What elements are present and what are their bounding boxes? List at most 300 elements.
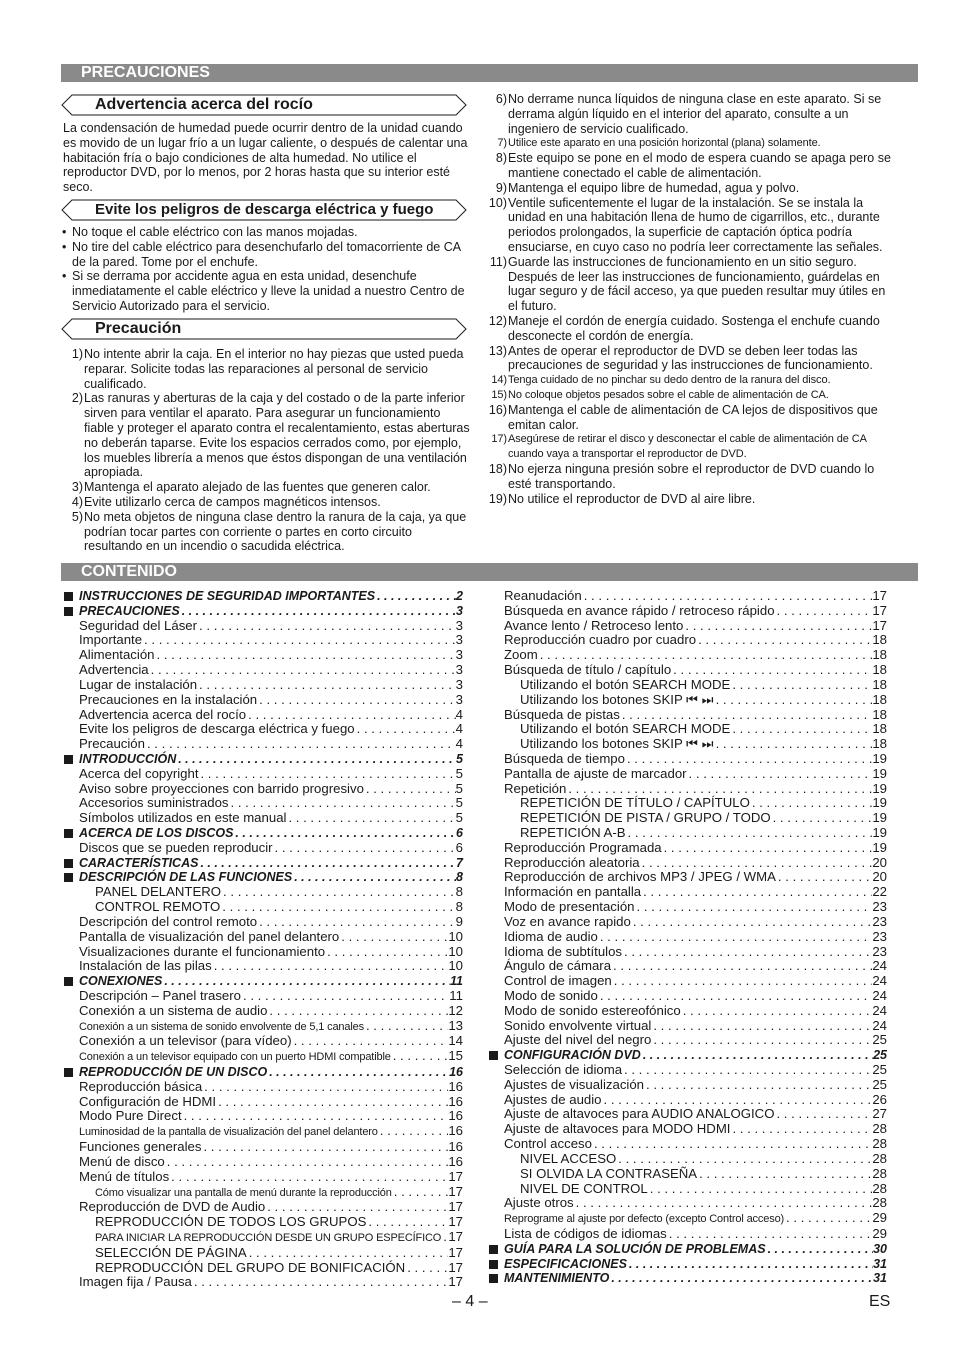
toc-leader bbox=[145, 737, 456, 752]
toc-leader bbox=[198, 767, 455, 782]
toc-leader bbox=[355, 722, 456, 737]
toc-entry[interactable] bbox=[61, 708, 463, 723]
toc-entry-title: Reproducción Programada bbox=[504, 839, 662, 855]
toc-entry-page: 11 bbox=[449, 987, 463, 1003]
toc-entry-title: Funciones generales bbox=[79, 1139, 202, 1155]
toc-entry[interactable] bbox=[486, 1004, 887, 1019]
toc-entry[interactable] bbox=[486, 826, 887, 841]
toc-entry[interactable] bbox=[61, 885, 463, 900]
toc-entry-title: Búsqueda de pistas bbox=[504, 706, 620, 722]
toc-entry-title: Ajuste otros bbox=[504, 1195, 574, 1211]
toc-entry-page: 25 bbox=[872, 1062, 887, 1077]
toc-entry-page: 19 bbox=[872, 765, 887, 781]
list-item bbox=[486, 151, 894, 181]
toc-entry[interactable] bbox=[61, 856, 463, 871]
toc-entry-title: PANEL DELANTERO bbox=[95, 884, 222, 900]
toc-entry[interactable] bbox=[61, 1065, 463, 1080]
toc-entry[interactable] bbox=[61, 870, 463, 885]
toc-entry-page: 9 bbox=[455, 913, 463, 929]
toc-entry[interactable] bbox=[486, 767, 887, 782]
descarga-title: Evite los peligros de descarga eléctrica y fuego bbox=[95, 201, 434, 218]
toc-entry-page: 19 bbox=[872, 780, 887, 796]
item-text: Mantenga el equipo libre de humedad, agua y polvo. bbox=[508, 180, 800, 195]
toc-entry[interactable] bbox=[61, 782, 463, 797]
toc-leader bbox=[714, 737, 873, 752]
toc-entry[interactable] bbox=[61, 1140, 463, 1155]
item-text: Las ranuras y aberturas de la caja y del costado o de la parte inferior sirven para ventilar el aparato. Para asegurar un funcionamiento fiable y proteger el aparato contra el recalentamiento, estas aberturas no deberán taparse. Evite los espacios cerrados como, por ejemplo, los muebles librería a menos que éstos dispongan de una ventilación apropiada. bbox=[84, 391, 470, 480]
toc-entry[interactable] bbox=[61, 663, 463, 678]
toc-entry[interactable] bbox=[486, 811, 887, 826]
toc-entry[interactable] bbox=[61, 959, 463, 974]
toc-entry-page: 24 bbox=[872, 958, 887, 974]
toc-entry[interactable] bbox=[61, 1124, 463, 1140]
toc-entry-page: 5 bbox=[456, 751, 463, 766]
toc-entry-page: 16 bbox=[448, 1139, 463, 1155]
item-text: Evite utilizarlo cerca de campos magnéticos intensos. bbox=[84, 494, 381, 509]
item-number: 18) bbox=[488, 461, 507, 476]
toc-entry[interactable] bbox=[61, 826, 463, 841]
toc-entry-page: 10 bbox=[448, 943, 463, 959]
toc-entry-title: Precauciones en la instalación bbox=[79, 691, 258, 707]
language-code: ES bbox=[869, 1293, 891, 1310]
toc-entry[interactable] bbox=[486, 619, 887, 634]
toc-entry-title: CONEXIONES bbox=[79, 974, 163, 989]
toc-leader bbox=[566, 782, 872, 797]
toc-entry[interactable] bbox=[61, 1200, 463, 1215]
toc-leader bbox=[775, 604, 873, 619]
toc-entry-page: 17 bbox=[448, 1214, 463, 1230]
item-text: No coloque objetos pesados sobre el cable de alimentación de CA. bbox=[508, 388, 829, 401]
toc-entry[interactable] bbox=[486, 648, 887, 663]
toc-entry-title: Reprograme al ajuste por defecto (excepto Control acceso) bbox=[504, 1213, 785, 1226]
toc-leader bbox=[366, 1215, 448, 1230]
item-text: Maneje el cordón de energía cuidado. Sostenga el enchufe cuando desconecte el cordón de energía. bbox=[508, 313, 880, 343]
toc-entry-page: 25 bbox=[872, 1032, 887, 1048]
list-item bbox=[62, 347, 472, 391]
toc-entry-title: Cómo visualizar una pantalla de menú durante la reproducción bbox=[95, 1186, 392, 1199]
toc-entry-page: 3 bbox=[455, 691, 463, 707]
toc-entry-page: 27 bbox=[872, 1106, 887, 1122]
toc-entry[interactable] bbox=[61, 604, 463, 619]
toc-entry-title: SELECCIÓN DE PÁGINA bbox=[95, 1244, 247, 1260]
toc-entry-title: NIVEL DE CONTROL bbox=[520, 1180, 648, 1196]
item-number: 11) bbox=[489, 254, 507, 269]
toc-entry-title: Luminosidad de la pantalla de visualización del panel delantero bbox=[79, 1126, 378, 1139]
toc-entry[interactable] bbox=[486, 841, 887, 856]
toc-entry[interactable] bbox=[486, 1182, 887, 1197]
toc-entry[interactable] bbox=[486, 1227, 887, 1242]
toc-entry[interactable] bbox=[486, 1242, 887, 1257]
toc-leader bbox=[774, 1107, 872, 1122]
toc-entry-page: 29 bbox=[872, 1210, 887, 1226]
toc-leader bbox=[180, 604, 456, 619]
toc-entry-title: CONFIGURACIÓN DVD bbox=[504, 1048, 641, 1063]
toc-entry[interactable] bbox=[486, 722, 887, 737]
toc-entry[interactable] bbox=[486, 796, 887, 811]
toc-entry-title: Lugar de instalación bbox=[79, 676, 198, 692]
toc-entry-title: Reproducción de archivos MP3 / JPEG / WMA bbox=[504, 869, 776, 885]
toc-entry-title: Zoom bbox=[504, 647, 538, 663]
item-number: 9) bbox=[495, 180, 507, 195]
toc-entry-page: 26 bbox=[872, 1091, 887, 1107]
toc-entry-page: 17 bbox=[448, 1259, 463, 1275]
toc-entry-title: Advertencia acerca del rocío bbox=[79, 706, 247, 722]
toc-leader bbox=[644, 1078, 872, 1093]
toc-entry[interactable] bbox=[61, 1215, 463, 1230]
toc-entry[interactable] bbox=[486, 708, 887, 723]
toc-leader bbox=[626, 826, 873, 841]
toc-leader bbox=[622, 1063, 872, 1078]
toc-entry[interactable] bbox=[61, 900, 463, 915]
toc-entry-page: 16 bbox=[448, 1153, 463, 1169]
toc-leader bbox=[750, 796, 872, 811]
toc-leader bbox=[776, 870, 872, 885]
toc-entry[interactable] bbox=[486, 974, 887, 989]
toc-entry-title: Seguridad del Láser bbox=[79, 617, 198, 633]
toc-entry-page: 18 bbox=[872, 721, 887, 737]
toc-leader bbox=[246, 708, 456, 723]
toc-leader bbox=[198, 856, 456, 871]
toc-entry[interactable] bbox=[486, 1196, 887, 1211]
list-item bbox=[486, 344, 894, 374]
toc-entry-page: 10 bbox=[448, 958, 463, 974]
toc-entry[interactable] bbox=[61, 1170, 463, 1185]
toc-entry-page: 28 bbox=[872, 1180, 887, 1196]
toc-leader bbox=[641, 1048, 873, 1063]
list-item bbox=[486, 255, 894, 314]
toc-entry[interactable] bbox=[486, 1122, 887, 1137]
toc-entry-page: 24 bbox=[872, 987, 887, 1003]
toc-entry[interactable] bbox=[486, 945, 887, 960]
toc-leader bbox=[325, 945, 448, 960]
item-text: Este equipo se pone en el modo de espera cuando se apaga pero se mantiene conectado el cable de alimentación. bbox=[508, 151, 891, 180]
toc-entry-title: NIVEL ACCESO bbox=[520, 1150, 617, 1166]
toc-entry-title: Pantalla de ajuste de marcador bbox=[504, 765, 687, 781]
toc-leader bbox=[687, 767, 873, 782]
toc-entry[interactable] bbox=[61, 693, 463, 708]
toc-entry-title: Modo de sonido estereofónico bbox=[504, 1002, 681, 1018]
toc-leader bbox=[766, 1242, 874, 1257]
toc-entry-page: 16 bbox=[448, 1078, 463, 1094]
toc-entry-title: Acerca del copyright bbox=[79, 765, 199, 781]
item-text: No intente abrir la caja. En el interior no hay piezas que usted pueda reparar. Solicite todas las reparaciones al personal de servicio cualificado. bbox=[84, 347, 464, 391]
toc-entry-page: 10 bbox=[448, 928, 463, 944]
toc-entry-page: 5 bbox=[455, 810, 463, 826]
toc-entry[interactable] bbox=[486, 856, 887, 871]
toc-entry-title: Repetición bbox=[504, 780, 567, 796]
item-text: Guarde las instrucciones de funcionamiento en un sitio seguro. Después de leer las instrucciones de funcionamiento, guárdelas en lugar seguro y de fácil acceso, ya que pueden resultar muy útiles en el futuro. bbox=[508, 254, 886, 314]
toc-entry[interactable] bbox=[486, 930, 887, 945]
toc-entry[interactable] bbox=[61, 633, 463, 648]
toc-entry-page: 3 bbox=[455, 676, 463, 692]
toc-entry-title: REPRODUCCIÓN DEL GRUPO DE BONIFICACIÓN bbox=[95, 1259, 406, 1275]
toc-entry[interactable] bbox=[486, 900, 887, 915]
toc-entry-page: 22 bbox=[872, 884, 887, 900]
list-item bbox=[486, 388, 894, 403]
toc-entry-page: 17 bbox=[448, 1183, 463, 1199]
toc-leader bbox=[391, 1049, 449, 1064]
toc-entry-title: INTRODUCCIÓN bbox=[79, 751, 177, 766]
toc-leader bbox=[651, 1019, 872, 1034]
item-text: No derrame nunca líquidos de ninguna clase en este aparato. Si se derrama algún líquido en el interior del aparato, consulte a un ingeniero de servicio cualificado. bbox=[508, 92, 882, 136]
toc-entry-page: 23 bbox=[872, 943, 887, 959]
toc-entry-page: 18 bbox=[872, 736, 887, 752]
toc-entry[interactable] bbox=[486, 1271, 887, 1286]
item-text: Mantenga el cable de alimentación de CA lejos de dispositivos que emitan calor. bbox=[508, 402, 878, 432]
toc-entry[interactable] bbox=[61, 752, 463, 767]
toc-leader bbox=[267, 1065, 449, 1080]
toc-entry[interactable] bbox=[486, 1048, 887, 1063]
toc-leader bbox=[229, 796, 456, 811]
toc-entry[interactable] bbox=[486, 989, 887, 1004]
toc-leader bbox=[611, 959, 872, 974]
toc-entry-page: 5 bbox=[455, 780, 463, 796]
toc-entry[interactable] bbox=[486, 678, 887, 693]
rocio-heading bbox=[61, 94, 467, 116]
toc-entry-title: Búsqueda de título / capítulo bbox=[504, 662, 672, 678]
toc-entry[interactable] bbox=[61, 930, 463, 945]
toc-entry[interactable] bbox=[486, 604, 887, 619]
toc-entry-title: Reproducción básica bbox=[79, 1078, 203, 1094]
toc-leader bbox=[662, 841, 873, 856]
list-item bbox=[486, 181, 894, 196]
toc-entry-title: Utilizando los botones SKIP ⏮ ⏭ bbox=[520, 691, 714, 707]
list-item bbox=[486, 196, 894, 255]
toc-entry-page: 6 bbox=[455, 839, 463, 855]
toc-leader bbox=[730, 1122, 872, 1137]
toc-leader bbox=[392, 1185, 449, 1200]
list-item bbox=[486, 373, 894, 388]
toc-leader bbox=[339, 930, 448, 945]
toc-entry-page: 17 bbox=[872, 617, 887, 633]
toc-entry-title: Menú de disco bbox=[79, 1153, 165, 1169]
list-item bbox=[486, 432, 894, 462]
toc-entry-title: Utilizando el botón SEARCH MODE bbox=[520, 721, 731, 737]
toc-entry[interactable] bbox=[61, 1109, 463, 1124]
toc-entry-title: GUÍA PARA LA SOLUCIÓN DE PROBLEMAS bbox=[504, 1241, 766, 1256]
toc-entry[interactable] bbox=[486, 1063, 887, 1078]
toc-entry[interactable] bbox=[61, 1049, 463, 1065]
toc-leader bbox=[257, 693, 456, 708]
toc-entry[interactable] bbox=[486, 915, 887, 930]
toc-leader bbox=[609, 1271, 873, 1286]
toc-entry-title: Accesorios suministrados bbox=[79, 795, 229, 811]
toc-entry-page: 28 bbox=[872, 1136, 887, 1152]
toc-entry[interactable] bbox=[61, 737, 463, 752]
toc-entry-title: Control de imagen bbox=[504, 973, 612, 989]
toc-entry[interactable] bbox=[486, 1257, 887, 1272]
toc-entry[interactable] bbox=[61, 1095, 463, 1110]
toc-entry-page: 17 bbox=[448, 1274, 463, 1290]
toc-entry-title: MANTENIMIENTO bbox=[504, 1271, 610, 1286]
toc-entry[interactable] bbox=[486, 1019, 887, 1034]
toc-entry[interactable] bbox=[486, 1093, 887, 1108]
toc-entry[interactable] bbox=[486, 1152, 887, 1167]
toc-entry-title: SI OLVIDA LA CONTRASEÑA bbox=[520, 1165, 698, 1181]
toc-leader bbox=[635, 900, 873, 915]
toc-entry-title: Alimentación bbox=[79, 647, 155, 663]
item-text: Tenga cuidado de no pinchar su dedo dentro de la ranura del disco. bbox=[508, 374, 831, 387]
toc-right bbox=[486, 589, 887, 1286]
list-item bbox=[62, 391, 472, 480]
toc-entry-page: 16 bbox=[448, 1108, 463, 1124]
toc-entry-page: 29 bbox=[872, 1225, 887, 1241]
toc-leader bbox=[155, 648, 456, 663]
toc-entry-page: 19 bbox=[872, 795, 887, 811]
toc-entry[interactable] bbox=[486, 633, 887, 648]
toc-entry[interactable] bbox=[61, 1185, 463, 1201]
toc-leader bbox=[681, 1004, 873, 1019]
toc-entry[interactable] bbox=[61, 648, 463, 663]
toc-entry[interactable] bbox=[486, 1107, 887, 1122]
toc-entry-page: 28 bbox=[872, 1150, 887, 1166]
list-item bbox=[486, 92, 894, 136]
toc-entry-title: Aviso sobre proyecciones con barrido progresivo bbox=[79, 780, 364, 796]
toc-entry-title: Reproducción cuadro por cuadro bbox=[504, 632, 697, 648]
item-text: No utilice el reproductor de DVD al aire libre. bbox=[508, 491, 756, 506]
toc-leader bbox=[598, 930, 872, 945]
toc-leader bbox=[730, 722, 872, 737]
toc-leader bbox=[233, 826, 456, 841]
toc-entry[interactable] bbox=[61, 1275, 463, 1290]
toc-entry[interactable] bbox=[486, 693, 887, 708]
toc-entry-page: 3 bbox=[455, 662, 463, 678]
toc-entry[interactable] bbox=[61, 1230, 463, 1246]
toc-leader bbox=[602, 1093, 873, 1108]
toc-entry-title: Conexión a un sistema de audio bbox=[79, 1002, 268, 1018]
toc-entry-title: PARA INICIAR LA REPRODUCCIÓN DESDE UN GRUPO ESPECÍFICO bbox=[95, 1231, 442, 1244]
toc-entry-page: 13 bbox=[448, 1017, 463, 1033]
list-item bbox=[62, 480, 472, 495]
toc-entry[interactable] bbox=[486, 1033, 887, 1048]
toc-entry[interactable] bbox=[486, 1167, 887, 1182]
toc-leader bbox=[257, 915, 456, 930]
toc-entry-title: REPRODUCCIÓN DE TODOS LOS GRUPOS bbox=[95, 1214, 367, 1230]
list-item bbox=[486, 462, 894, 492]
item-number: 16) bbox=[488, 402, 507, 417]
toc-entry[interactable] bbox=[61, 796, 463, 811]
toc-entry-title: Ajuste de altavoces para AUDIO ANALOGICO bbox=[504, 1106, 775, 1122]
toc-entry-title: Ángulo de cámara bbox=[504, 958, 612, 974]
toc-entry-page: 17 bbox=[872, 602, 887, 618]
toc-entry-title: Reanudación bbox=[504, 588, 582, 603]
toc-entry[interactable] bbox=[61, 945, 463, 960]
toc-entry-title: Reproducción de DVD de Audio bbox=[79, 1199, 266, 1215]
toc-entry[interactable] bbox=[61, 1080, 463, 1095]
toc-entry-page: 19 bbox=[872, 825, 887, 840]
item-number: 6) bbox=[495, 92, 507, 106]
toc-entry-page: 17 bbox=[448, 1228, 463, 1244]
toc-entry[interactable] bbox=[61, 1019, 463, 1035]
toc-entry-page: 23 bbox=[872, 899, 887, 915]
toc-entry[interactable] bbox=[486, 885, 887, 900]
toc-entry[interactable] bbox=[61, 974, 463, 989]
toc-entry-title: Modo de sonido bbox=[504, 987, 598, 1003]
toc-leader bbox=[667, 1227, 873, 1242]
toc-entry-title: Reproducción aleatoria bbox=[504, 854, 640, 870]
toc-leader bbox=[574, 1196, 873, 1211]
toc-leader bbox=[149, 663, 456, 678]
toc-entry-page: 17 bbox=[448, 1199, 463, 1215]
toc-entry-page: 19 bbox=[872, 810, 887, 826]
toc-entry-page: 28 bbox=[872, 1195, 887, 1211]
toc-entry[interactable] bbox=[486, 737, 887, 752]
toc-entry-page: 3 bbox=[455, 632, 463, 648]
toc-entry-page: 12 bbox=[448, 1002, 463, 1018]
contenido-header: CONTENIDO bbox=[61, 563, 918, 581]
toc-leader bbox=[201, 1140, 448, 1155]
toc-entry-page: 23 bbox=[872, 913, 887, 929]
toc-entry-title: Avance lento / Retroceso lento bbox=[504, 617, 684, 633]
toc-entry-title: ESPECIFICACIONES bbox=[504, 1256, 627, 1271]
toc-leader bbox=[165, 1155, 449, 1170]
toc-leader bbox=[441, 1230, 448, 1245]
toc-entry-title: Conexión a un televisor equipado con un puerto HDMI compatible bbox=[79, 1051, 391, 1064]
toc-entry[interactable] bbox=[486, 1211, 887, 1227]
toc-entry[interactable] bbox=[486, 959, 887, 974]
toc-entry[interactable] bbox=[61, 1004, 463, 1019]
toc-entry[interactable] bbox=[61, 811, 463, 826]
toc-entry[interactable] bbox=[61, 589, 463, 604]
toc-entry[interactable] bbox=[61, 915, 463, 930]
toc-leader bbox=[538, 648, 873, 663]
toc-entry[interactable] bbox=[61, 619, 463, 634]
toc-entry-page: 14 bbox=[448, 1033, 463, 1049]
toc-entry[interactable] bbox=[61, 989, 463, 1004]
page-number: – 4 – bbox=[452, 1293, 488, 1310]
toc-entry[interactable] bbox=[486, 663, 887, 678]
toc-entry[interactable] bbox=[61, 767, 463, 782]
toc-entry[interactable] bbox=[61, 678, 463, 693]
toc-entry-page: 6 bbox=[456, 826, 463, 840]
toc-entry[interactable] bbox=[486, 782, 887, 797]
toc-entry[interactable] bbox=[61, 722, 463, 737]
toc-entry[interactable] bbox=[61, 1261, 463, 1276]
rocio-text: La condensación de humedad puede ocurrir dentro de la unidad cuando es movido de un lugar frío a un lugar caliente, o después de calentar una habitación fría o bajo condiciones de alta humedad. No utilice el reproductor DVD, por lo menos, por 2 horas hasta que su interior esté seco. bbox=[63, 121, 468, 195]
list-item bbox=[62, 510, 472, 554]
toc-entry[interactable] bbox=[486, 589, 887, 604]
toc-entry-title: Símbolos utilizados en este manual bbox=[79, 810, 287, 826]
toc-entry-page: 5 bbox=[455, 795, 463, 811]
toc-entry-page: 15 bbox=[448, 1048, 463, 1064]
item-number: 17) bbox=[491, 433, 507, 446]
toc-entry[interactable] bbox=[486, 870, 887, 885]
toc-entry-page: 4 bbox=[455, 721, 463, 737]
toc-entry-title: Sonido envolvente virtual bbox=[504, 1017, 652, 1033]
toc-entry-page: 24 bbox=[872, 1017, 887, 1033]
toc-entry[interactable] bbox=[61, 841, 463, 856]
toc-entry-title: Configuración de HDMI bbox=[79, 1093, 217, 1109]
toc-entry[interactable] bbox=[61, 1034, 463, 1049]
toc-entry-title: Pantalla de visualización del panel delantero bbox=[79, 928, 340, 944]
toc-leader bbox=[292, 870, 456, 885]
descarga-heading bbox=[61, 199, 467, 221]
toc-entry[interactable] bbox=[61, 1246, 463, 1261]
list-item: • No toque el cable eléctrico con las manos mojadas. bbox=[60, 225, 472, 240]
toc-entry[interactable] bbox=[486, 1078, 887, 1093]
toc-entry[interactable] bbox=[486, 752, 887, 767]
toc-entry-title: Selección de idioma bbox=[504, 1062, 623, 1077]
toc-entry-page: 18 bbox=[872, 632, 887, 648]
toc-entry-title: DESCRIPCIÓN DE LAS FUNCIONES bbox=[79, 870, 293, 885]
toc-entry[interactable] bbox=[61, 1155, 463, 1170]
toc-leader bbox=[651, 1033, 872, 1048]
toc-entry-title: Ajustes de audio bbox=[504, 1091, 602, 1107]
toc-entry[interactable] bbox=[486, 1137, 887, 1152]
list-item bbox=[486, 492, 894, 507]
toc-entry-title: Utilizando el botón SEARCH MODE bbox=[520, 676, 731, 692]
toc-entry-title: Información en pantalla bbox=[504, 884, 642, 900]
